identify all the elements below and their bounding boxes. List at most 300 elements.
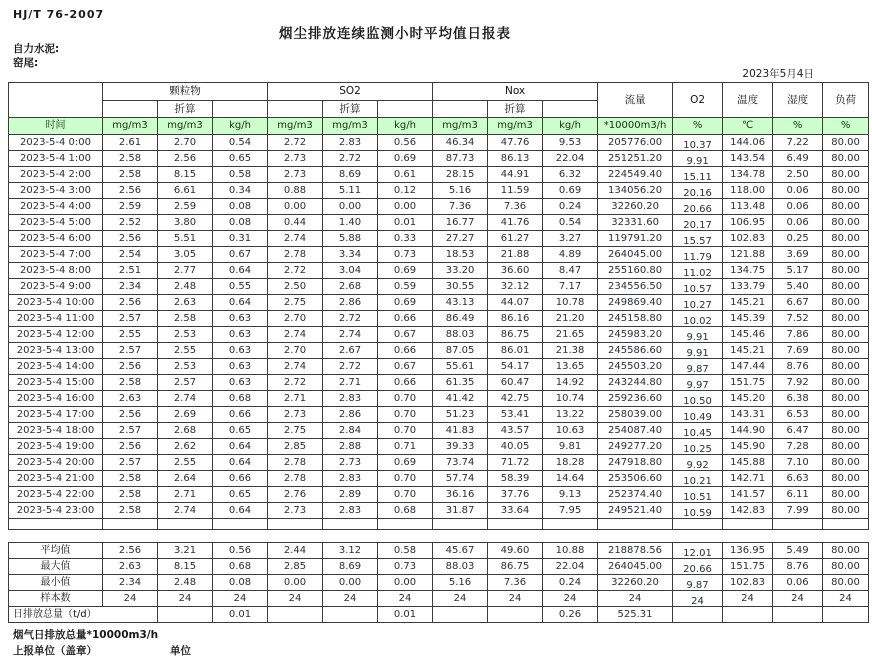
value-cell: 2.68: [158, 423, 213, 439]
value-cell: 80.00: [823, 183, 869, 199]
value-cell: 2.58: [103, 503, 158, 519]
value-cell: 0.54: [213, 135, 268, 151]
summary-value-cell: 49.60: [488, 543, 543, 559]
value-cell: 32331.60: [598, 215, 673, 231]
value-cell: 143.31: [723, 407, 773, 423]
value-cell: 3.69: [773, 247, 823, 263]
value-cell: 3.05: [158, 247, 213, 263]
value-cell: 44.07: [488, 295, 543, 311]
col-header-flow: 流量: [598, 83, 673, 118]
value-cell: 18.53: [433, 247, 488, 263]
daily-total-cell: [268, 607, 323, 623]
value-cell: 4.89: [543, 247, 598, 263]
value-cell: 10.59: [673, 503, 723, 519]
value-cell: 113.48: [723, 199, 773, 215]
value-cell: 2.73: [268, 167, 323, 183]
value-cell: 2.70: [268, 311, 323, 327]
value-cell: 80.00: [823, 391, 869, 407]
value-cell: 142.71: [723, 471, 773, 487]
summary-value-cell: 86.75: [488, 559, 543, 575]
value-cell: 0.12: [378, 183, 433, 199]
value-cell: 2.56: [103, 183, 158, 199]
value-cell: 9.91: [673, 151, 723, 167]
daily-total-cell: 0.01: [378, 607, 433, 623]
summary-value-cell: 22.04: [543, 559, 598, 575]
value-cell: 11.59: [488, 183, 543, 199]
value-cell: 2.62: [158, 439, 213, 455]
time-cell: 2023-5-4 16:00: [9, 391, 103, 407]
value-cell: 80.00: [823, 359, 869, 375]
value-cell: 134056.20: [598, 183, 673, 199]
report-table-area: [8, 82, 870, 623]
value-cell: 2.73: [268, 407, 323, 423]
value-cell: 86.16: [488, 311, 543, 327]
value-cell: 2.72: [323, 151, 378, 167]
value-cell: 80.00: [823, 167, 869, 183]
value-cell: 0.71: [378, 439, 433, 455]
table-row: [9, 439, 869, 455]
time-cell: 2023-5-4 7:00: [9, 247, 103, 263]
value-cell: 2.88: [323, 439, 378, 455]
value-cell: 47.76: [488, 135, 543, 151]
value-cell: 10.74: [543, 391, 598, 407]
value-cell: 80.00: [823, 247, 869, 263]
daily-total-label: 日排放总量（t/d）: [9, 607, 158, 623]
table-row: [9, 199, 869, 215]
value-cell: 88.03: [433, 327, 488, 343]
summary-value-cell: 20.66: [673, 559, 723, 575]
value-cell: 0.08: [213, 199, 268, 215]
summary-value-cell: 5.16: [433, 575, 488, 591]
value-cell: 2.86: [323, 295, 378, 311]
col-header-humidity: 湿度: [773, 83, 823, 118]
value-cell: 80.00: [823, 231, 869, 247]
value-cell: 243244.80: [598, 375, 673, 391]
value-cell: 86.49: [433, 311, 488, 327]
value-cell: 0.67: [378, 359, 433, 375]
value-cell: 234556.50: [598, 279, 673, 295]
value-cell: 0.44: [268, 215, 323, 231]
value-cell: 5.11: [323, 183, 378, 199]
summary-value-cell: 80.00: [823, 575, 869, 591]
value-cell: 2.57: [103, 343, 158, 359]
value-cell: 2.83: [323, 135, 378, 151]
table-row: [9, 343, 869, 359]
value-cell: 2.75: [268, 423, 323, 439]
table-row: [9, 263, 869, 279]
value-cell: 40.05: [488, 439, 543, 455]
summary-value-cell: 102.83: [723, 575, 773, 591]
value-cell: 0.61: [378, 167, 433, 183]
table-row: [9, 215, 869, 231]
unit-cell: mg/m3: [488, 118, 543, 135]
summary-value-cell: 218878.56: [598, 543, 673, 559]
converted-header-nox: 折算: [488, 101, 543, 118]
value-cell: 0.58: [213, 167, 268, 183]
value-cell: 55.61: [433, 359, 488, 375]
value-cell: 13.65: [543, 359, 598, 375]
value-cell: 11.79: [673, 247, 723, 263]
summary-value-cell: 24: [213, 591, 268, 607]
value-cell: 2.78: [268, 455, 323, 471]
value-cell: 249277.20: [598, 439, 673, 455]
value-cell: 36.60: [488, 263, 543, 279]
value-cell: 0.64: [213, 503, 268, 519]
value-cell: 18.28: [543, 455, 598, 471]
value-cell: 252374.40: [598, 487, 673, 503]
value-cell: 0.25: [773, 231, 823, 247]
value-cell: 133.79: [723, 279, 773, 295]
table-row: [9, 311, 869, 327]
value-cell: 7.17: [543, 279, 598, 295]
value-cell: 42.75: [488, 391, 543, 407]
value-cell: 5.17: [773, 263, 823, 279]
summary-value-cell: 2.56: [103, 543, 158, 559]
empty-cell: [378, 519, 433, 530]
value-cell: 0.63: [213, 343, 268, 359]
value-cell: 142.83: [723, 503, 773, 519]
unit-cell: kg/h: [543, 118, 598, 135]
value-cell: 0.65: [213, 423, 268, 439]
summary-value-cell: 24: [773, 591, 823, 607]
value-cell: 20.16: [673, 183, 723, 199]
unit-cell: mg/m3: [433, 118, 488, 135]
value-cell: 2.72: [323, 359, 378, 375]
value-cell: 0.64: [213, 439, 268, 455]
value-cell: 0.64: [213, 455, 268, 471]
value-cell: 2.52: [103, 215, 158, 231]
value-cell: 2.78: [268, 471, 323, 487]
time-cell: 2023-5-4 12:00: [9, 327, 103, 343]
daily-total-cell: [673, 607, 723, 623]
value-cell: 2.57: [103, 455, 158, 471]
site-label: 窑尾:: [13, 57, 39, 69]
time-cell: 2023-5-4 13:00: [9, 343, 103, 359]
value-cell: 41.42: [433, 391, 488, 407]
value-cell: 0.00: [323, 199, 378, 215]
value-cell: 6.61: [158, 183, 213, 199]
unit-label: 单位: [170, 645, 191, 657]
value-cell: 2.67: [323, 343, 378, 359]
value-cell: 32.12: [488, 279, 543, 295]
value-cell: 2.63: [158, 295, 213, 311]
value-cell: 7.86: [773, 327, 823, 343]
company-label: 自力水泥:: [13, 43, 60, 55]
summary-value-cell: 2.48: [158, 575, 213, 591]
value-cell: 6.38: [773, 391, 823, 407]
summary-value-cell: 0.08: [213, 575, 268, 591]
value-cell: 0.66: [213, 471, 268, 487]
value-cell: 134.75: [723, 263, 773, 279]
value-cell: 80.00: [823, 151, 869, 167]
value-cell: 80.00: [823, 199, 869, 215]
value-cell: 9.91: [673, 327, 723, 343]
value-cell: 73.74: [433, 455, 488, 471]
value-cell: 145.21: [723, 343, 773, 359]
unit-cell: mg/m3: [268, 118, 323, 135]
value-cell: 7.69: [773, 343, 823, 359]
value-cell: 205776.00: [598, 135, 673, 151]
value-cell: 8.69: [323, 167, 378, 183]
empty-cell: [723, 519, 773, 530]
empty-cell: [213, 519, 268, 530]
summary-value-cell: 8.76: [773, 559, 823, 575]
value-cell: 10.25: [673, 439, 723, 455]
value-cell: 61.35: [433, 375, 488, 391]
daily-total-cell: 0.26: [543, 607, 598, 623]
summary-value-cell: 24: [158, 591, 213, 607]
value-cell: 71.72: [488, 455, 543, 471]
value-cell: 5.16: [433, 183, 488, 199]
unit-cell: mg/m3: [103, 118, 158, 135]
summary-row: [9, 591, 869, 607]
value-cell: 80.00: [823, 503, 869, 519]
value-cell: 2.71: [323, 375, 378, 391]
time-header: 时间: [9, 118, 103, 135]
summary-label: 最小值: [9, 575, 103, 591]
value-cell: 10.27: [673, 295, 723, 311]
summary-value-cell: 24: [543, 591, 598, 607]
value-cell: 33.64: [488, 503, 543, 519]
table-row: [9, 503, 869, 519]
page-title: 烟尘排放连续监测小时平均值日报表: [279, 26, 511, 42]
value-cell: 0.88: [268, 183, 323, 199]
value-cell: 2.53: [158, 359, 213, 375]
value-cell: 2.85: [268, 439, 323, 455]
summary-value-cell: 45.67: [433, 543, 488, 559]
value-cell: 9.92: [673, 455, 723, 471]
value-cell: 145.46: [723, 327, 773, 343]
col-header-load: 负荷: [823, 83, 869, 118]
header-row-groups: [9, 83, 869, 101]
value-cell: 7.95: [543, 503, 598, 519]
summary-value-cell: 0.73: [378, 559, 433, 575]
time-cell: 2023-5-4 9:00: [9, 279, 103, 295]
value-cell: 80.00: [823, 295, 869, 311]
empty-row: [9, 519, 869, 530]
value-cell: 0.69: [378, 455, 433, 471]
empty-cell: [103, 519, 158, 530]
value-cell: 2.53: [158, 327, 213, 343]
value-cell: 141.57: [723, 487, 773, 503]
value-cell: 2.73: [323, 455, 378, 471]
value-cell: 10.57: [673, 279, 723, 295]
value-cell: 80.00: [823, 263, 869, 279]
summary-row: [9, 559, 869, 575]
value-cell: 21.88: [488, 247, 543, 263]
unit-cell: kg/h: [378, 118, 433, 135]
value-cell: 46.34: [433, 135, 488, 151]
value-cell: 0.06: [773, 183, 823, 199]
time-cell: 2023-5-4 17:00: [9, 407, 103, 423]
value-cell: 32260.20: [598, 199, 673, 215]
time-cell: 2023-5-4 3:00: [9, 183, 103, 199]
value-cell: 145.20: [723, 391, 773, 407]
value-cell: 0.64: [213, 295, 268, 311]
value-cell: 145.39: [723, 311, 773, 327]
value-cell: 10.21: [673, 471, 723, 487]
value-cell: 2.59: [158, 199, 213, 215]
time-cell: 2023-5-4 23:00: [9, 503, 103, 519]
value-cell: 0.06: [773, 199, 823, 215]
value-cell: 2.86: [323, 407, 378, 423]
value-cell: 87.05: [433, 343, 488, 359]
table-row: [9, 183, 869, 199]
value-cell: 3.04: [323, 263, 378, 279]
value-cell: 2.55: [158, 455, 213, 471]
value-cell: 7.36: [433, 199, 488, 215]
value-cell: 2.48: [158, 279, 213, 295]
value-cell: 0.65: [213, 151, 268, 167]
value-cell: 0.56: [378, 135, 433, 151]
summary-value-cell: 8.69: [323, 559, 378, 575]
unit-cell: %: [823, 118, 869, 135]
value-cell: 259236.60: [598, 391, 673, 407]
empty-cell: [673, 519, 723, 530]
summary-value-cell: 24: [378, 591, 433, 607]
time-cell: 2023-5-4 5:00: [9, 215, 103, 231]
value-cell: 2.72: [268, 263, 323, 279]
value-cell: 145.88: [723, 455, 773, 471]
value-cell: 10.49: [673, 407, 723, 423]
table-row: [9, 375, 869, 391]
summary-value-cell: 88.03: [433, 559, 488, 575]
value-cell: 134.78: [723, 167, 773, 183]
flue-gas-total-note: 烟气日排放总量*10000m3/h: [13, 629, 159, 641]
value-cell: 10.63: [543, 423, 598, 439]
value-cell: 11.02: [673, 263, 723, 279]
value-cell: 2.57: [103, 311, 158, 327]
summary-label: 样本数: [9, 591, 103, 607]
value-cell: 36.16: [433, 487, 488, 503]
value-cell: 80.00: [823, 375, 869, 391]
value-cell: 6.49: [773, 151, 823, 167]
value-cell: 0.67: [378, 327, 433, 343]
value-cell: 2.59: [103, 199, 158, 215]
value-cell: 3.80: [158, 215, 213, 231]
value-cell: 0.54: [543, 215, 598, 231]
empty-cell: [158, 519, 213, 530]
unit-cell: kg/h: [213, 118, 268, 135]
value-cell: 106.95: [723, 215, 773, 231]
value-cell: 2.78: [268, 247, 323, 263]
value-cell: 245983.20: [598, 327, 673, 343]
value-cell: 9.81: [543, 439, 598, 455]
table-row: [9, 167, 869, 183]
unit-cell: mg/m3: [158, 118, 213, 135]
summary-value-cell: 0.58: [378, 543, 433, 559]
value-cell: 10.37: [673, 135, 723, 151]
value-cell: 7.10: [773, 455, 823, 471]
value-cell: 144.06: [723, 135, 773, 151]
value-cell: 249869.40: [598, 295, 673, 311]
value-cell: 145.90: [723, 439, 773, 455]
summary-value-cell: 136.95: [723, 543, 773, 559]
summary-value-cell: 0.56: [213, 543, 268, 559]
value-cell: 2.58: [103, 375, 158, 391]
unit-cell: %: [773, 118, 823, 135]
value-cell: 80.00: [823, 311, 869, 327]
summary-value-cell: 0.00: [268, 575, 323, 591]
daily-total-cell: [723, 607, 773, 623]
value-cell: 37.76: [488, 487, 543, 503]
value-cell: 7.22: [773, 135, 823, 151]
summary-value-cell: 0.06: [773, 575, 823, 591]
value-cell: 6.67: [773, 295, 823, 311]
value-cell: 80.00: [823, 135, 869, 151]
table-row: [9, 135, 869, 151]
time-cell: 2023-5-4 11:00: [9, 311, 103, 327]
empty-cell: [9, 519, 103, 530]
value-cell: 0.70: [378, 423, 433, 439]
time-cell: 2023-5-4 15:00: [9, 375, 103, 391]
empty-cell: [323, 519, 378, 530]
summary-value-cell: 24: [488, 591, 543, 607]
summary-value-cell: 0.68: [213, 559, 268, 575]
value-cell: 9.91: [673, 343, 723, 359]
value-cell: 80.00: [823, 487, 869, 503]
value-cell: 151.75: [723, 375, 773, 391]
value-cell: 80.00: [823, 215, 869, 231]
summary-value-cell: 2.44: [268, 543, 323, 559]
value-cell: 6.32: [543, 167, 598, 183]
value-cell: 0.67: [213, 247, 268, 263]
value-cell: 2.83: [323, 503, 378, 519]
table-row: [9, 359, 869, 375]
empty-cell: [773, 519, 823, 530]
value-cell: 2.71: [268, 391, 323, 407]
summary-value-cell: 80.00: [823, 543, 869, 559]
value-cell: 258039.00: [598, 407, 673, 423]
value-cell: 2.74: [323, 327, 378, 343]
value-cell: 6.53: [773, 407, 823, 423]
value-cell: 0.59: [378, 279, 433, 295]
value-cell: 2.55: [158, 343, 213, 359]
unit-cell: ℃: [723, 118, 773, 135]
summary-value-cell: 151.75: [723, 559, 773, 575]
value-cell: 2.57: [158, 375, 213, 391]
value-cell: 0.34: [213, 183, 268, 199]
value-cell: 118.00: [723, 183, 773, 199]
value-cell: 21.38: [543, 343, 598, 359]
value-cell: 249521.40: [598, 503, 673, 519]
time-cell: 2023-5-4 10:00: [9, 295, 103, 311]
value-cell: 2.56: [103, 407, 158, 423]
value-cell: 0.69: [378, 151, 433, 167]
summary-label: 平均值: [9, 543, 103, 559]
summary-value-cell: 3.12: [323, 543, 378, 559]
value-cell: 2.58: [103, 471, 158, 487]
value-cell: 20.17: [673, 215, 723, 231]
value-cell: 61.27: [488, 231, 543, 247]
value-cell: 0.01: [378, 215, 433, 231]
value-cell: 54.17: [488, 359, 543, 375]
value-cell: 143.54: [723, 151, 773, 167]
value-cell: 3.27: [543, 231, 598, 247]
value-cell: 119791.20: [598, 231, 673, 247]
summary-value-cell: 2.34: [103, 575, 158, 591]
value-cell: 28.15: [433, 167, 488, 183]
summary-value-cell: 24: [323, 591, 378, 607]
value-cell: 60.47: [488, 375, 543, 391]
value-cell: 2.70: [268, 343, 323, 359]
summary-value-cell: 0.24: [543, 575, 598, 591]
value-cell: 7.28: [773, 439, 823, 455]
doc-code: HJ/T 76-2007: [13, 8, 105, 21]
value-cell: 7.36: [488, 199, 543, 215]
value-cell: 9.97: [673, 375, 723, 391]
value-cell: 20.66: [673, 199, 723, 215]
